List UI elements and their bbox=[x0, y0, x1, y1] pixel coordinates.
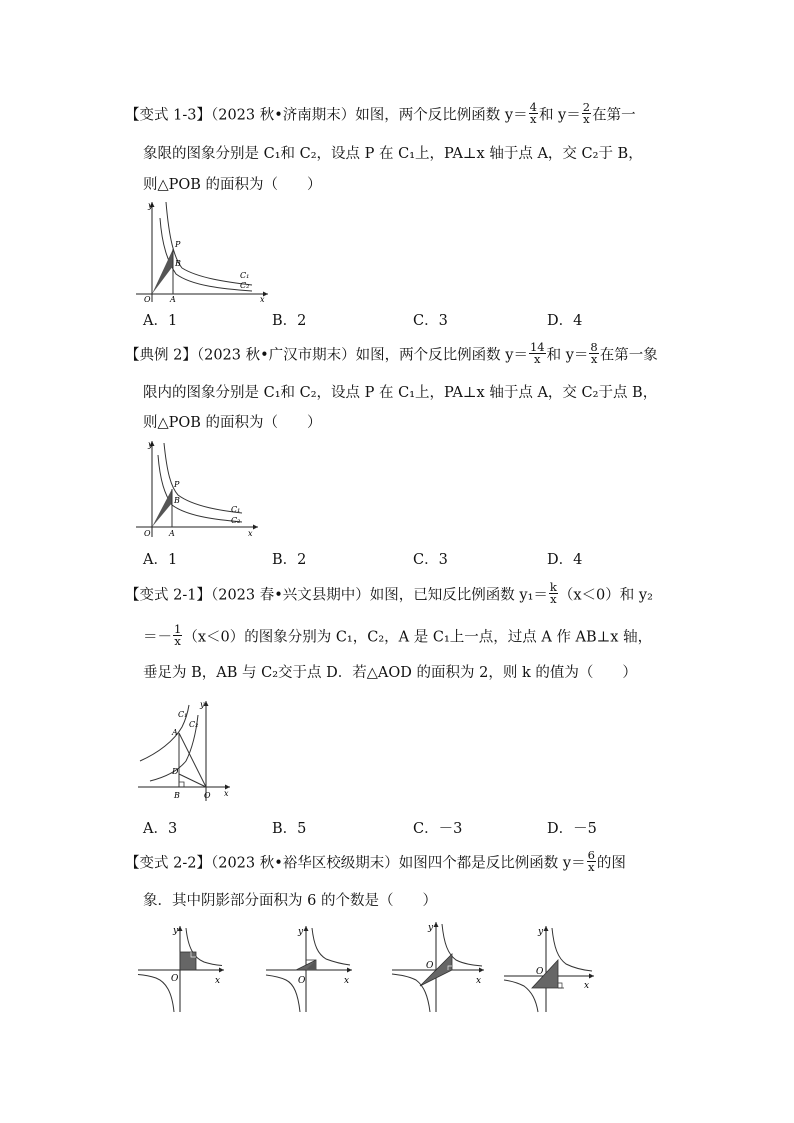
q4-f2-y-label: y bbox=[298, 927, 304, 937]
q3-tag: 【变式 2-1】 bbox=[125, 587, 211, 604]
q2-text2: 和 y＝ bbox=[546, 347, 589, 364]
q3-figure bbox=[138, 697, 238, 805]
q3-option-b: B．5 bbox=[272, 821, 307, 837]
q1-fig-y-label: y bbox=[148, 201, 153, 210]
q3-fig-d-label: D bbox=[172, 767, 179, 776]
q2-fig-b-label: B bbox=[174, 496, 180, 505]
q4-f3-o-label: O bbox=[426, 961, 434, 971]
q2-fig-a-label: A bbox=[169, 529, 175, 538]
q3-line1 bbox=[125, 580, 653, 607]
q4-f3-x-label: x bbox=[476, 976, 482, 986]
q1-fig-a-label: A bbox=[170, 295, 176, 304]
q2-fig-c1-label: C₁ bbox=[231, 505, 241, 514]
q4-f3-y-label: y bbox=[428, 923, 434, 933]
q2-option-b: B．2 bbox=[272, 552, 307, 568]
q4-f4-o-label: O bbox=[536, 967, 544, 977]
q3-text2a: ＝－ bbox=[143, 629, 172, 646]
q1-line2: 象限的图象分别是 C₁和 C₂，设点 P 在 C₁上，PA⊥x 轴于点 A，交 C₂于 B， bbox=[143, 146, 643, 162]
q3-fraction-2: $\frac{1}{x}$ bbox=[174, 622, 182, 648]
q4-tag: 【变式 2-2】 bbox=[125, 855, 211, 872]
q4-f4-x-label: x bbox=[584, 981, 590, 991]
q2-fig-y-label: y bbox=[148, 440, 153, 449]
q2-fraction-1: $\frac{14}{x}$ bbox=[529, 340, 545, 366]
q2-line3: 则△POB 的面积为（ ） bbox=[143, 415, 322, 431]
q4-f2-o-label: O bbox=[298, 976, 306, 986]
q3-fig-c2-label: C₂ bbox=[189, 720, 199, 729]
q2-line2: 限内的图象分别是 C₁和 C₂，设点 P 在 C₁上，PA⊥x 轴于点 A，交 C₂于点 B， bbox=[143, 385, 658, 401]
q3-fig-x-label: x bbox=[224, 789, 229, 798]
q4-fraction-1: $\frac{6}{x}$ bbox=[587, 848, 595, 874]
q1-fraction-1: $\frac{4}{x}$ bbox=[529, 100, 537, 126]
q1-option-b: B．2 bbox=[272, 313, 307, 329]
q3-fig-a-label: A bbox=[172, 728, 178, 737]
q1-text2: 和 y＝ bbox=[538, 107, 581, 124]
q4-line1 bbox=[125, 848, 626, 875]
q2-fig-x-label: x bbox=[248, 529, 253, 538]
q4-figure-2 bbox=[266, 922, 361, 1014]
q1-fig-p-label: P bbox=[175, 240, 181, 249]
q3-text1: 如图，已知反比例函数 y₁＝ bbox=[369, 587, 548, 604]
q2-option-c: C．3 bbox=[413, 552, 448, 568]
q2-option-a: A．1 bbox=[143, 552, 178, 568]
q1-tag: 【变式 1-3】 bbox=[125, 107, 211, 124]
q4-figure-1 bbox=[138, 922, 233, 1014]
q1-fig-c1-label: C₁ bbox=[240, 271, 250, 280]
q2-text3: 在第一象 bbox=[599, 347, 658, 364]
q4-f1-x-label: x bbox=[215, 976, 221, 986]
q1-fig-b-label: B bbox=[175, 259, 181, 268]
q1-option-c: C．3 bbox=[413, 313, 448, 329]
q1-text1: 如图，两个反比例函数 y＝ bbox=[355, 107, 528, 124]
q2-line1 bbox=[125, 340, 658, 367]
q1-source: （2023 秋•济南期末） bbox=[210, 107, 356, 124]
q2-text1: 如图，两个反比例函数 y＝ bbox=[355, 347, 528, 364]
q4-figure-4 bbox=[504, 922, 604, 1014]
q2-fraction-2: $\frac{8}{x}$ bbox=[590, 340, 598, 366]
q1-line3: 则△POB 的面积为（ ） bbox=[143, 177, 322, 193]
q4-f1-o-label: O bbox=[171, 974, 179, 984]
q3-fig-b-label: B bbox=[174, 791, 180, 800]
q3-option-d: D．－5 bbox=[547, 821, 597, 837]
q3-option-c: C．－3 bbox=[413, 821, 463, 837]
q1-fig-c2-label: C₂ bbox=[240, 281, 250, 290]
q2-fig-p-label: P bbox=[174, 480, 180, 489]
q1-option-a: A．1 bbox=[143, 313, 178, 329]
q2-figure bbox=[136, 437, 276, 545]
q3-line3: 垂足为 B，AB 与 C₂交于点 D．若△AOD 的面积为 2，则 k 的值为（ ） bbox=[143, 665, 637, 681]
q3-source: （2023 春•兴文县期中） bbox=[210, 587, 370, 604]
q3-fraction-1: $\frac{k}{x}$ bbox=[549, 580, 557, 606]
q3-line2 bbox=[143, 622, 653, 649]
q1-fig-x-label: x bbox=[260, 295, 265, 304]
q4-f4-y-label: y bbox=[538, 927, 544, 937]
q1-text3: 在第一 bbox=[592, 107, 636, 124]
q4-f2-x-label: x bbox=[344, 976, 350, 986]
q1-option-d: D．4 bbox=[547, 313, 583, 329]
q2-source: （2023 秋•广汉市期末） bbox=[196, 347, 356, 364]
q1-line1 bbox=[125, 100, 636, 127]
q3-fig-c1-label: C₁ bbox=[178, 710, 188, 719]
q2-tag: 【典例 2】 bbox=[125, 347, 197, 364]
q3-option-a: A．3 bbox=[143, 821, 178, 837]
q4-figure-3 bbox=[392, 918, 492, 1014]
q2-fig-c2-label: C₂ bbox=[231, 516, 241, 525]
q4-line2: 象．其中阴影部分面积为 6 的个数是（ ） bbox=[143, 893, 437, 909]
q4-f1-y-label: y bbox=[173, 926, 179, 936]
q3-fig-y-label: y bbox=[200, 700, 205, 709]
q4-text1: 如图四个都是反比例函数 y＝ bbox=[398, 855, 586, 872]
q3-text2: （x＜0）和 y₂ bbox=[558, 587, 653, 604]
q3-text2b: （x＜0）的图象分别为 C₁，C₂，A 是 C₁上一点，过点 A 作 AB⊥x 轴， bbox=[183, 629, 653, 646]
q3-fig-o-label: O bbox=[204, 791, 211, 800]
q1-fig-o-label: O bbox=[144, 295, 151, 304]
q1-fraction-2: $\frac{2}{x}$ bbox=[582, 100, 591, 126]
q1-figure bbox=[136, 198, 276, 306]
q4-text2: 的图 bbox=[596, 855, 626, 872]
q2-fig-o-label: O bbox=[144, 529, 151, 538]
q2-option-d: D．4 bbox=[547, 552, 583, 568]
q4-source: （2023 秋•裕华区校级期末） bbox=[210, 855, 399, 872]
